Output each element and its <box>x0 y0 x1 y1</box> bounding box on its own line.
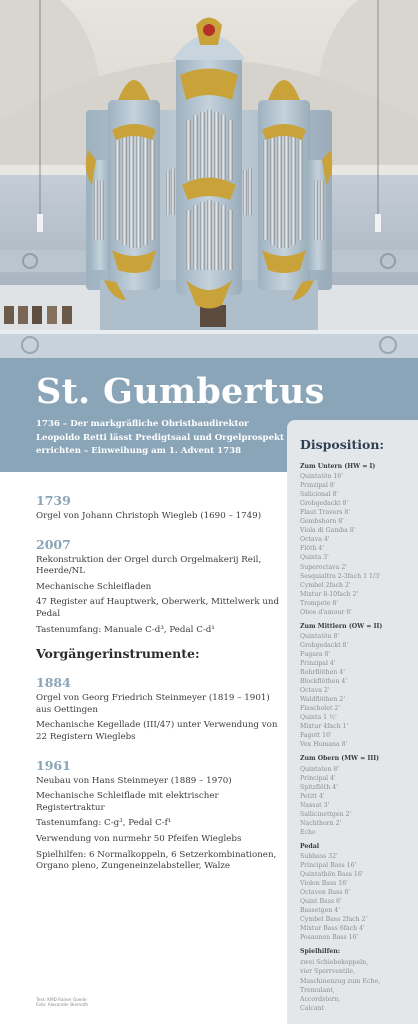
division-heading: Pedal <box>300 842 320 850</box>
year-1739: 1739 <box>36 493 71 508</box>
playing-aids <box>300 947 412 1012</box>
entry-text: Mechanische Schleifladen <box>36 581 152 592</box>
register-item: Superoctava 2' <box>300 563 347 571</box>
register-item: Quintathön Bass 16' <box>300 871 364 879</box>
entry-text: Tastenumfang: Manuale C-d³, Pedal C-d¹ <box>36 624 215 635</box>
register-item: Octava 4' <box>300 536 330 544</box>
division-heading: Zum Untern (HW = I) <box>300 463 376 470</box>
register-item: Fugara 8' <box>300 650 331 658</box>
entry-text: Verwendung von nurmehr 50 Pfeifen Wieglebs <box>36 833 242 844</box>
register-item: Sesquialtra 2-3fach 1 1/3' <box>300 572 381 580</box>
register-item: Cymbel 2fach 2' <box>300 581 351 589</box>
entry-text: Orgel von Johann Christoph Wiegleb (1690 – 1749) <box>36 511 262 521</box>
playing-aids-heading: Spielhilfen: <box>300 948 341 956</box>
entry-text: Tastenumfang: C-g³, Pedal C-f¹ <box>36 818 172 829</box>
register-item: Posaunen Bass 16' <box>300 934 359 942</box>
register-item: Nassat 3' <box>300 801 330 809</box>
register-item: Oboe d'amour 8' <box>300 608 352 616</box>
division-2 <box>300 754 412 836</box>
register-item: Quintatön 8' <box>300 632 339 640</box>
register-item: Gembshorn 8' <box>300 518 344 526</box>
register-item: Violon Bass 16' <box>300 880 348 888</box>
entry-text: Mechanische Schleiflade mit elektrischer Registertraktur <box>36 791 219 813</box>
playing-aid-item: Maschinenzug zum Echo, <box>300 977 381 985</box>
register-item: Fagott 16' <box>300 732 332 740</box>
register-item: Mixtur Bass 6fach 4' <box>300 925 365 933</box>
entry-text: Neubau von Hans Steinmeyer (1889 – 1970) <box>36 775 232 786</box>
division-3 <box>300 842 412 943</box>
division-heading: Zum Obern (MW = III) <box>300 755 380 763</box>
register-item: Principal Bass 16' <box>300 861 357 869</box>
playing-aid-item: zwei Schiebekoppeln, <box>300 959 369 967</box>
register-item: Bassetgen 4' <box>300 907 340 915</box>
entry-text: 47 Register auf Hauptwerk, Oberwerk, Mittelwerk und Pedal <box>36 597 280 619</box>
register-item: Quinta 3' <box>300 554 329 562</box>
register-item: Sallicinettgen 2' <box>300 810 352 818</box>
register-item: Flaut Travers 8' <box>300 509 351 517</box>
register-item: Waldflöthen 2' <box>300 696 346 704</box>
playing-aid-item: Accordstern, <box>300 995 341 1003</box>
organ-photo <box>0 0 418 358</box>
register-item: Viola di Gamba 8' <box>300 527 356 535</box>
register-item: Blockflöthen 4' <box>300 678 348 686</box>
register-item: Flöth 4' <box>300 545 325 553</box>
register-item: Quintatön 16' <box>300 473 343 481</box>
credit-photo: Foto: Alexander Biernoth <box>36 1002 89 1008</box>
register-item: Subbass 32' <box>300 852 338 860</box>
register-item: Trompete 8' <box>300 599 339 607</box>
division-heading: Zum Mittlern (OW = II) <box>300 622 383 630</box>
credit-text: Text: KMD Rainer Goede <box>36 997 87 1002</box>
page-title: St. Gumbertus <box>36 371 325 412</box>
register-item: Mixtur 8-10fach 2' <box>300 590 359 598</box>
entry-text: Spielhilfen: 6 Normalkoppeln, 6 Setzerkombinationen, Organo pleno, Zungeneinzelabsteller, Walze <box>36 849 277 872</box>
register-item: Salicional 8' <box>300 491 339 499</box>
register-item: Prinzipal 8' <box>300 482 336 490</box>
history-column <box>36 493 281 877</box>
entry-text: Orgel von Georg Friedrich Steinmeyer (1819 – 1901) aus Oettingen <box>36 693 270 715</box>
register-item: Spitzflöth 4' <box>300 783 338 791</box>
playing-aid-item: Calcant <box>300 1004 325 1012</box>
register-item: Flascholet 2' <box>300 705 341 713</box>
register-item: Cymbel Bass 2fach 2' <box>300 916 368 924</box>
register-item: Rohrflöthen 4' <box>300 669 345 677</box>
register-item: Grobgedackt 8' <box>300 641 349 649</box>
register-item: Mixtur 4fach 1' <box>300 723 349 731</box>
register-item: Grobgedackt 8' <box>300 500 349 508</box>
register-item: Vox Humana 8' <box>300 741 348 749</box>
playing-aid-item: vier Sperrventile, <box>300 968 356 976</box>
register-item: Echo <box>300 828 316 836</box>
predecessors-heading: Vorgängerinstrumente: <box>36 646 200 662</box>
register-item: Petitt 4' <box>300 792 325 800</box>
register-item: Prinzipal 4' <box>300 659 336 667</box>
year-1884: 1884 <box>36 675 71 691</box>
division-0 <box>300 462 412 617</box>
register-item: Quint Bass 6' <box>300 898 342 906</box>
division-1 <box>300 622 412 750</box>
entry-text: Mechanische Kegellade (III/47) unter Verwendung von 22 Registern Wieglebs <box>36 720 278 742</box>
register-item: Octaven Bass 8' <box>300 889 351 897</box>
intro-text: 1736 – Der markgräfliche Obristbaudirektor Leopoldo Retti lässt Predigtsaal und Orgelprospekt errichten – Einweihung am 1. Advent 1738 <box>36 419 284 456</box>
register-item: Quinta 1 ½' <box>300 714 337 722</box>
disposition-list <box>300 462 412 1018</box>
register-item: Principal 4' <box>300 774 336 782</box>
entry-text: Rekonstruktion der Orgel durch Orgelmakerij Reil, Heerde/NL <box>36 554 262 577</box>
credits <box>36 997 88 1007</box>
register-item: Quintaten 8' <box>300 765 339 773</box>
year-1961: 1961 <box>36 757 71 773</box>
playing-aid-item: Tremulant, <box>300 986 335 994</box>
disposition-title: Disposition: <box>300 437 385 452</box>
year-2007: 2007 <box>36 536 71 552</box>
register-item: Octava 2' <box>300 687 330 695</box>
register-item: Nachthorn 2' <box>300 819 342 827</box>
